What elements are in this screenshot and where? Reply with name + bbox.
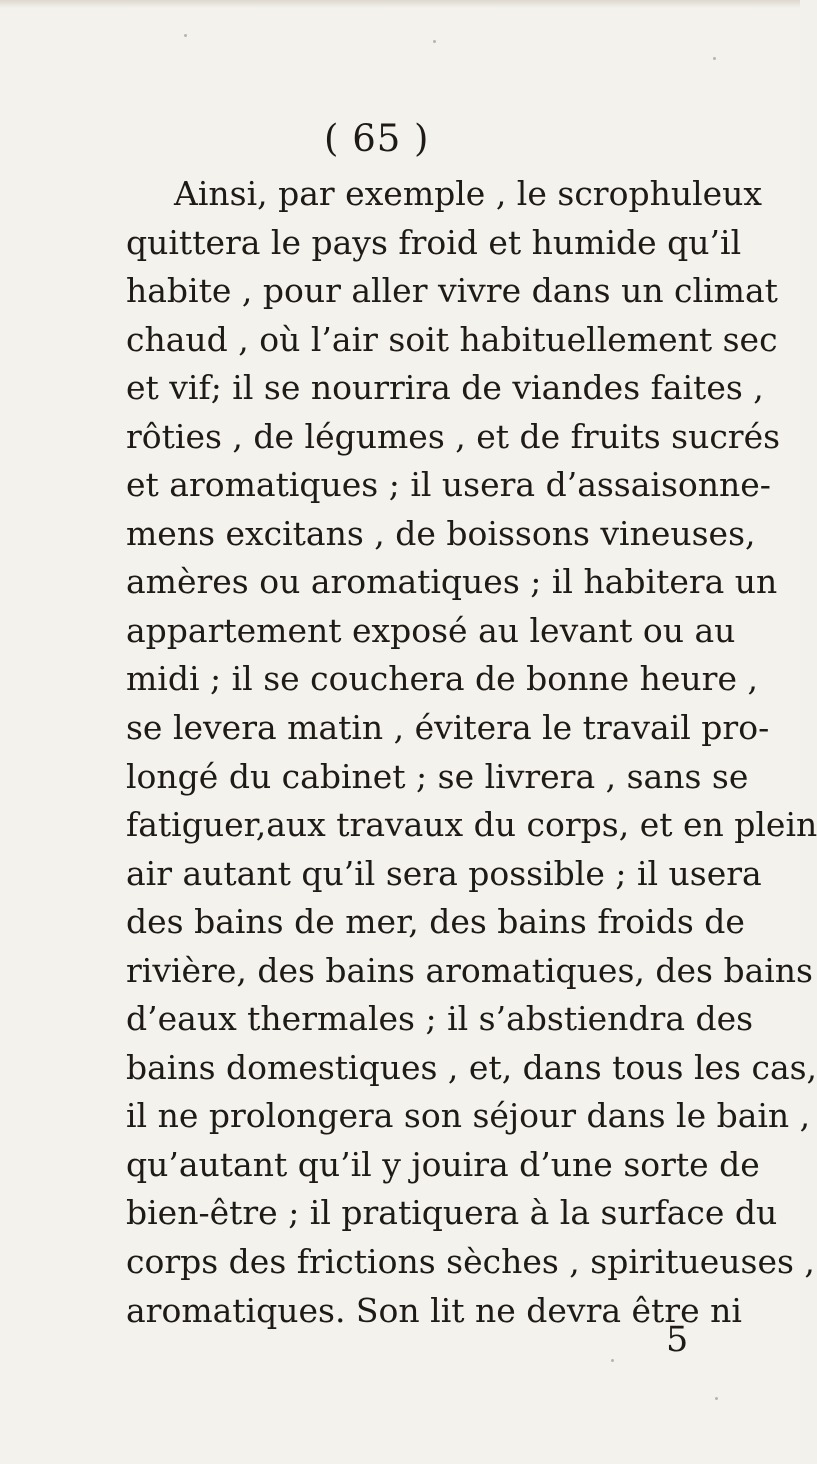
text-line: et vif; il se nourrira de viandes faites , bbox=[126, 368, 764, 408]
signature-mark: 5 bbox=[666, 1320, 689, 1360]
paper-speck bbox=[715, 1397, 718, 1400]
body-text bbox=[126, 170, 817, 1335]
text-line: chaud , où l’air soit habituellement sec bbox=[126, 319, 778, 359]
text-line: quittera le pays froid et humide qu’il bbox=[126, 222, 742, 262]
text-line: midi ; il se couchera de bonne heure , bbox=[126, 659, 758, 699]
text-line: qu’autant qu’il y jouira d’une sorte de bbox=[126, 1144, 760, 1184]
text-line: appartement exposé au levant ou au bbox=[126, 610, 736, 650]
paper-speck bbox=[184, 34, 187, 37]
text-line: aromatiques. Son lit ne devra être ni bbox=[126, 1290, 742, 1330]
text-line: il ne prolongera son séjour dans le bain , bbox=[126, 1096, 811, 1136]
text-line: des bains de mer, des bains froids de bbox=[126, 902, 745, 942]
text-line: fatiguer,aux travaux du corps, et en plein bbox=[126, 805, 817, 845]
paper-speck bbox=[433, 40, 436, 43]
paper-speck bbox=[611, 1359, 614, 1362]
text-line: corps des frictions sèches , spiritueuses , bbox=[126, 1242, 815, 1282]
text-line: amères ou aromatiques ; il habitera un bbox=[126, 562, 778, 602]
text-line: rivière, des bains aromatiques, des bains bbox=[126, 950, 813, 990]
text-line: mens excitans , de boissons vineuses, bbox=[126, 513, 756, 553]
text-line: et aromatiques ; il usera d’assaisonne- bbox=[126, 465, 771, 505]
text-line: air autant qu’il sera possible ; il usera bbox=[126, 853, 762, 893]
text-line: habite , pour aller vivre dans un climat bbox=[126, 271, 778, 311]
text-line: bien-être ; il pratiquera à la surface du bbox=[126, 1193, 778, 1233]
paper-speck bbox=[713, 57, 716, 60]
text-line: rôties , de légumes , et de fruits sucrés bbox=[126, 416, 781, 456]
page-top-edge bbox=[0, 0, 800, 8]
text-line: longé du cabinet ; se livrera , sans se bbox=[126, 756, 749, 796]
text-line: bains domestiques , et, dans tous les cas, bbox=[126, 1047, 817, 1087]
text-line: d’eaux thermales ; il s’abstiendra des bbox=[126, 999, 754, 1039]
page-number: ( 65 ) bbox=[324, 117, 430, 160]
text-line: Ainsi, par exemple , le scrophuleux bbox=[174, 174, 763, 213]
text-line: se levera matin , évitera le travail pro- bbox=[126, 708, 770, 748]
